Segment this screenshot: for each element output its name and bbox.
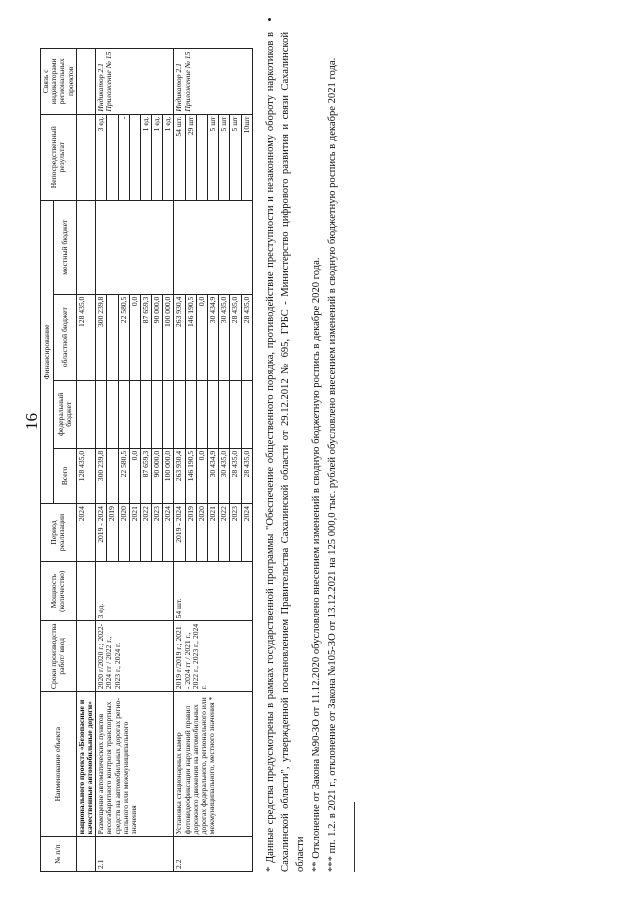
project-period: 2024: [76, 504, 95, 562]
cell-period: 2021: [208, 504, 219, 562]
cell-period: 2019: [107, 504, 118, 562]
footnotes: [263, 32, 340, 872]
cell-total: 22 580,5: [118, 448, 129, 503]
header-name: Наименование объекта: [41, 692, 77, 837]
cell-period: 2019 - 2024: [174, 504, 185, 562]
cell-regional: 0,0: [196, 294, 207, 380]
cell-total: 0,0: [129, 448, 140, 503]
footnote-3: *** пп. 1.2. в 2021 г., отклонение от Закона №105-ЗО от 13.12.2021 на 125 000,0 тыс. рублей обусловлено внесением изменений в сводную бюджетную роспись в декабре 2021 года.: [326, 57, 338, 872]
cell-total: [107, 448, 118, 503]
cell-regional: 22 580,5: [118, 294, 129, 380]
cell-federal: [107, 380, 118, 448]
rotated-page-content: [40, 32, 355, 872]
item-num: 2.2: [174, 837, 252, 872]
cell-regional: 300 239,8: [96, 294, 107, 380]
cell-result: [129, 114, 140, 200]
cell-local: [96, 200, 174, 294]
cell-federal: [185, 380, 196, 448]
table-row: [96, 49, 107, 872]
cell-total: 100 000,0: [163, 448, 174, 503]
cell-period: 2020: [118, 504, 129, 562]
item-name: Установка стационарных камер фотовидеофиксации нарушений правил дорожного движения на автомобильных дорогах федерального, регионального или межмуниципального, местного значения *: [174, 692, 252, 837]
cell-result: 1 ед.: [152, 114, 163, 200]
cell-period: 2023: [152, 504, 163, 562]
cell-period: 2019: [185, 504, 196, 562]
header-federal: федеральный бюджет: [54, 380, 77, 448]
footnote-2: ** Отклонение от Закона №90-ЗО от 11.12.2020 обусловлено внесением изменений в сводную бюджетную роспись в декабре 2020 года.: [310, 257, 322, 872]
header-local: местный бюджет: [54, 200, 77, 294]
cell-result: [107, 114, 118, 200]
item-capacity: 3 ед.: [96, 561, 174, 621]
project-row: [76, 49, 95, 872]
cell-federal: [219, 380, 230, 448]
cell-result: 5 шт: [219, 114, 230, 200]
cell-regional: 28 435,0: [241, 294, 252, 380]
item-terms: 2020 г/2020 г.; 2022-2024 гг / 2022 г., 2023 г., 2024 г.: [96, 621, 174, 692]
scan-dot: [268, 18, 271, 21]
cell-total: 28 435,0: [241, 448, 252, 503]
cell-federal: [174, 380, 185, 448]
cell-period: 2020: [196, 504, 207, 562]
page-number: 16: [22, 413, 41, 430]
financing-table: [40, 48, 253, 872]
cell-total: 28 435,0: [230, 448, 241, 503]
cell-total: 90 000,0: [152, 448, 163, 503]
header-regional: областной бюджет: [54, 294, 77, 380]
cell-regional: 0,0: [129, 294, 140, 380]
project-title: национального проекта «Безопасные и качественные автомобильные дороги»: [76, 692, 95, 837]
cell-federal: [129, 380, 140, 448]
cell-result: 5 шт: [230, 114, 241, 200]
cell-regional: 30 434,9: [208, 294, 219, 380]
item-terms: 2019 г/2019 г.; 2021 - 2024 гг / 2021 г., 2022 г., 2023 г., 2024 г.: [174, 621, 252, 692]
header-financing: Финансирование: [41, 200, 54, 503]
cell-regional: 90 000,0: [152, 294, 163, 380]
item-name: Размещение автоматических пунктов весогабаритного контроля транспортных средств на автомобильных дорогах регио-нального или межмуниципального значения: [96, 692, 174, 837]
cell-total: 87 659,3: [140, 448, 151, 503]
item-capacity: 54 шт.: [174, 561, 252, 621]
item-indicator: Индикатор 2.1 Приложение № 15: [174, 49, 252, 115]
cell-result: 1 ед.: [140, 114, 151, 200]
cell-federal: [196, 380, 207, 448]
cell-regional: 30 435,0: [219, 294, 230, 380]
header-result: Непосредственный результат: [41, 114, 77, 200]
project-total: 128 435,0: [76, 448, 95, 503]
cell-total: 0,0: [196, 448, 207, 503]
cell-period: 2019 - 2024: [96, 504, 107, 562]
cell-federal: [230, 380, 241, 448]
cell-period: 2022: [140, 504, 151, 562]
cell-federal: [152, 380, 163, 448]
cell-period: 2021: [129, 504, 140, 562]
cell-regional: 263 930,4: [174, 294, 185, 380]
header-num: № п/п: [41, 837, 77, 872]
cell-regional: 146 190,5: [185, 294, 196, 380]
item-indicator: Индикатор 2.1 Приложение № 15: [96, 49, 174, 115]
cell-result: -: [118, 114, 129, 200]
cell-result: 1 ед.: [163, 114, 174, 200]
cell-result: 3 ед.: [96, 114, 107, 200]
table-row: [174, 49, 185, 872]
cell-federal: [96, 380, 107, 448]
cell-federal: [163, 380, 174, 448]
item-num: 2.1: [96, 837, 174, 872]
cell-total: 300 239,8: [96, 448, 107, 503]
cell-period: 2024: [163, 504, 174, 562]
cell-result: 5 шт: [208, 114, 219, 200]
separator-line: [354, 802, 355, 872]
cell-period: 2022: [219, 504, 230, 562]
cell-federal: [208, 380, 219, 448]
header-terms: Сроки производства работ/ ввод: [41, 621, 77, 692]
cell-total: 146 190,5: [185, 448, 196, 503]
project-regional: 128 435,0: [76, 294, 95, 380]
cell-local: [174, 200, 252, 294]
cell-federal: [118, 380, 129, 448]
cell-regional: 87 659,3: [140, 294, 151, 380]
footnote-1: * Данные средства предусмотрены в рамках государственной программы "Обеспечение общественного порядка, противодействие преступности и незаконному обороту наркотиков в Сахалинской области", утвержденной постановлением Правительства Сахалинской области от 29.12.2012 № 695, ГРБС - Министерство цифрового развития и связи Сахалинской области: [264, 32, 306, 872]
cell-total: 30 435,0: [219, 448, 230, 503]
header-indicator: Связь с индикаторами региональных проектов: [41, 49, 77, 115]
header-capacity: Мощность (количество): [41, 561, 77, 621]
cell-period: 2024: [241, 504, 252, 562]
cell-regional: [107, 294, 118, 380]
header-total: Всего: [54, 448, 77, 503]
cell-federal: [140, 380, 151, 448]
cell-total: 263 930,4: [174, 448, 185, 503]
cell-result: [196, 114, 207, 200]
cell-regional: 100 000,0: [163, 294, 174, 380]
cell-period: 2023: [230, 504, 241, 562]
cell-result: 54 шт.: [174, 114, 185, 200]
cell-regional: 28 435,0: [230, 294, 241, 380]
header-period: Период реализации: [41, 504, 77, 562]
cell-total: 30 434,9: [208, 448, 219, 503]
cell-result: 10шт: [241, 114, 252, 200]
cell-federal: [241, 380, 252, 448]
cell-result: 29 шт: [185, 114, 196, 200]
